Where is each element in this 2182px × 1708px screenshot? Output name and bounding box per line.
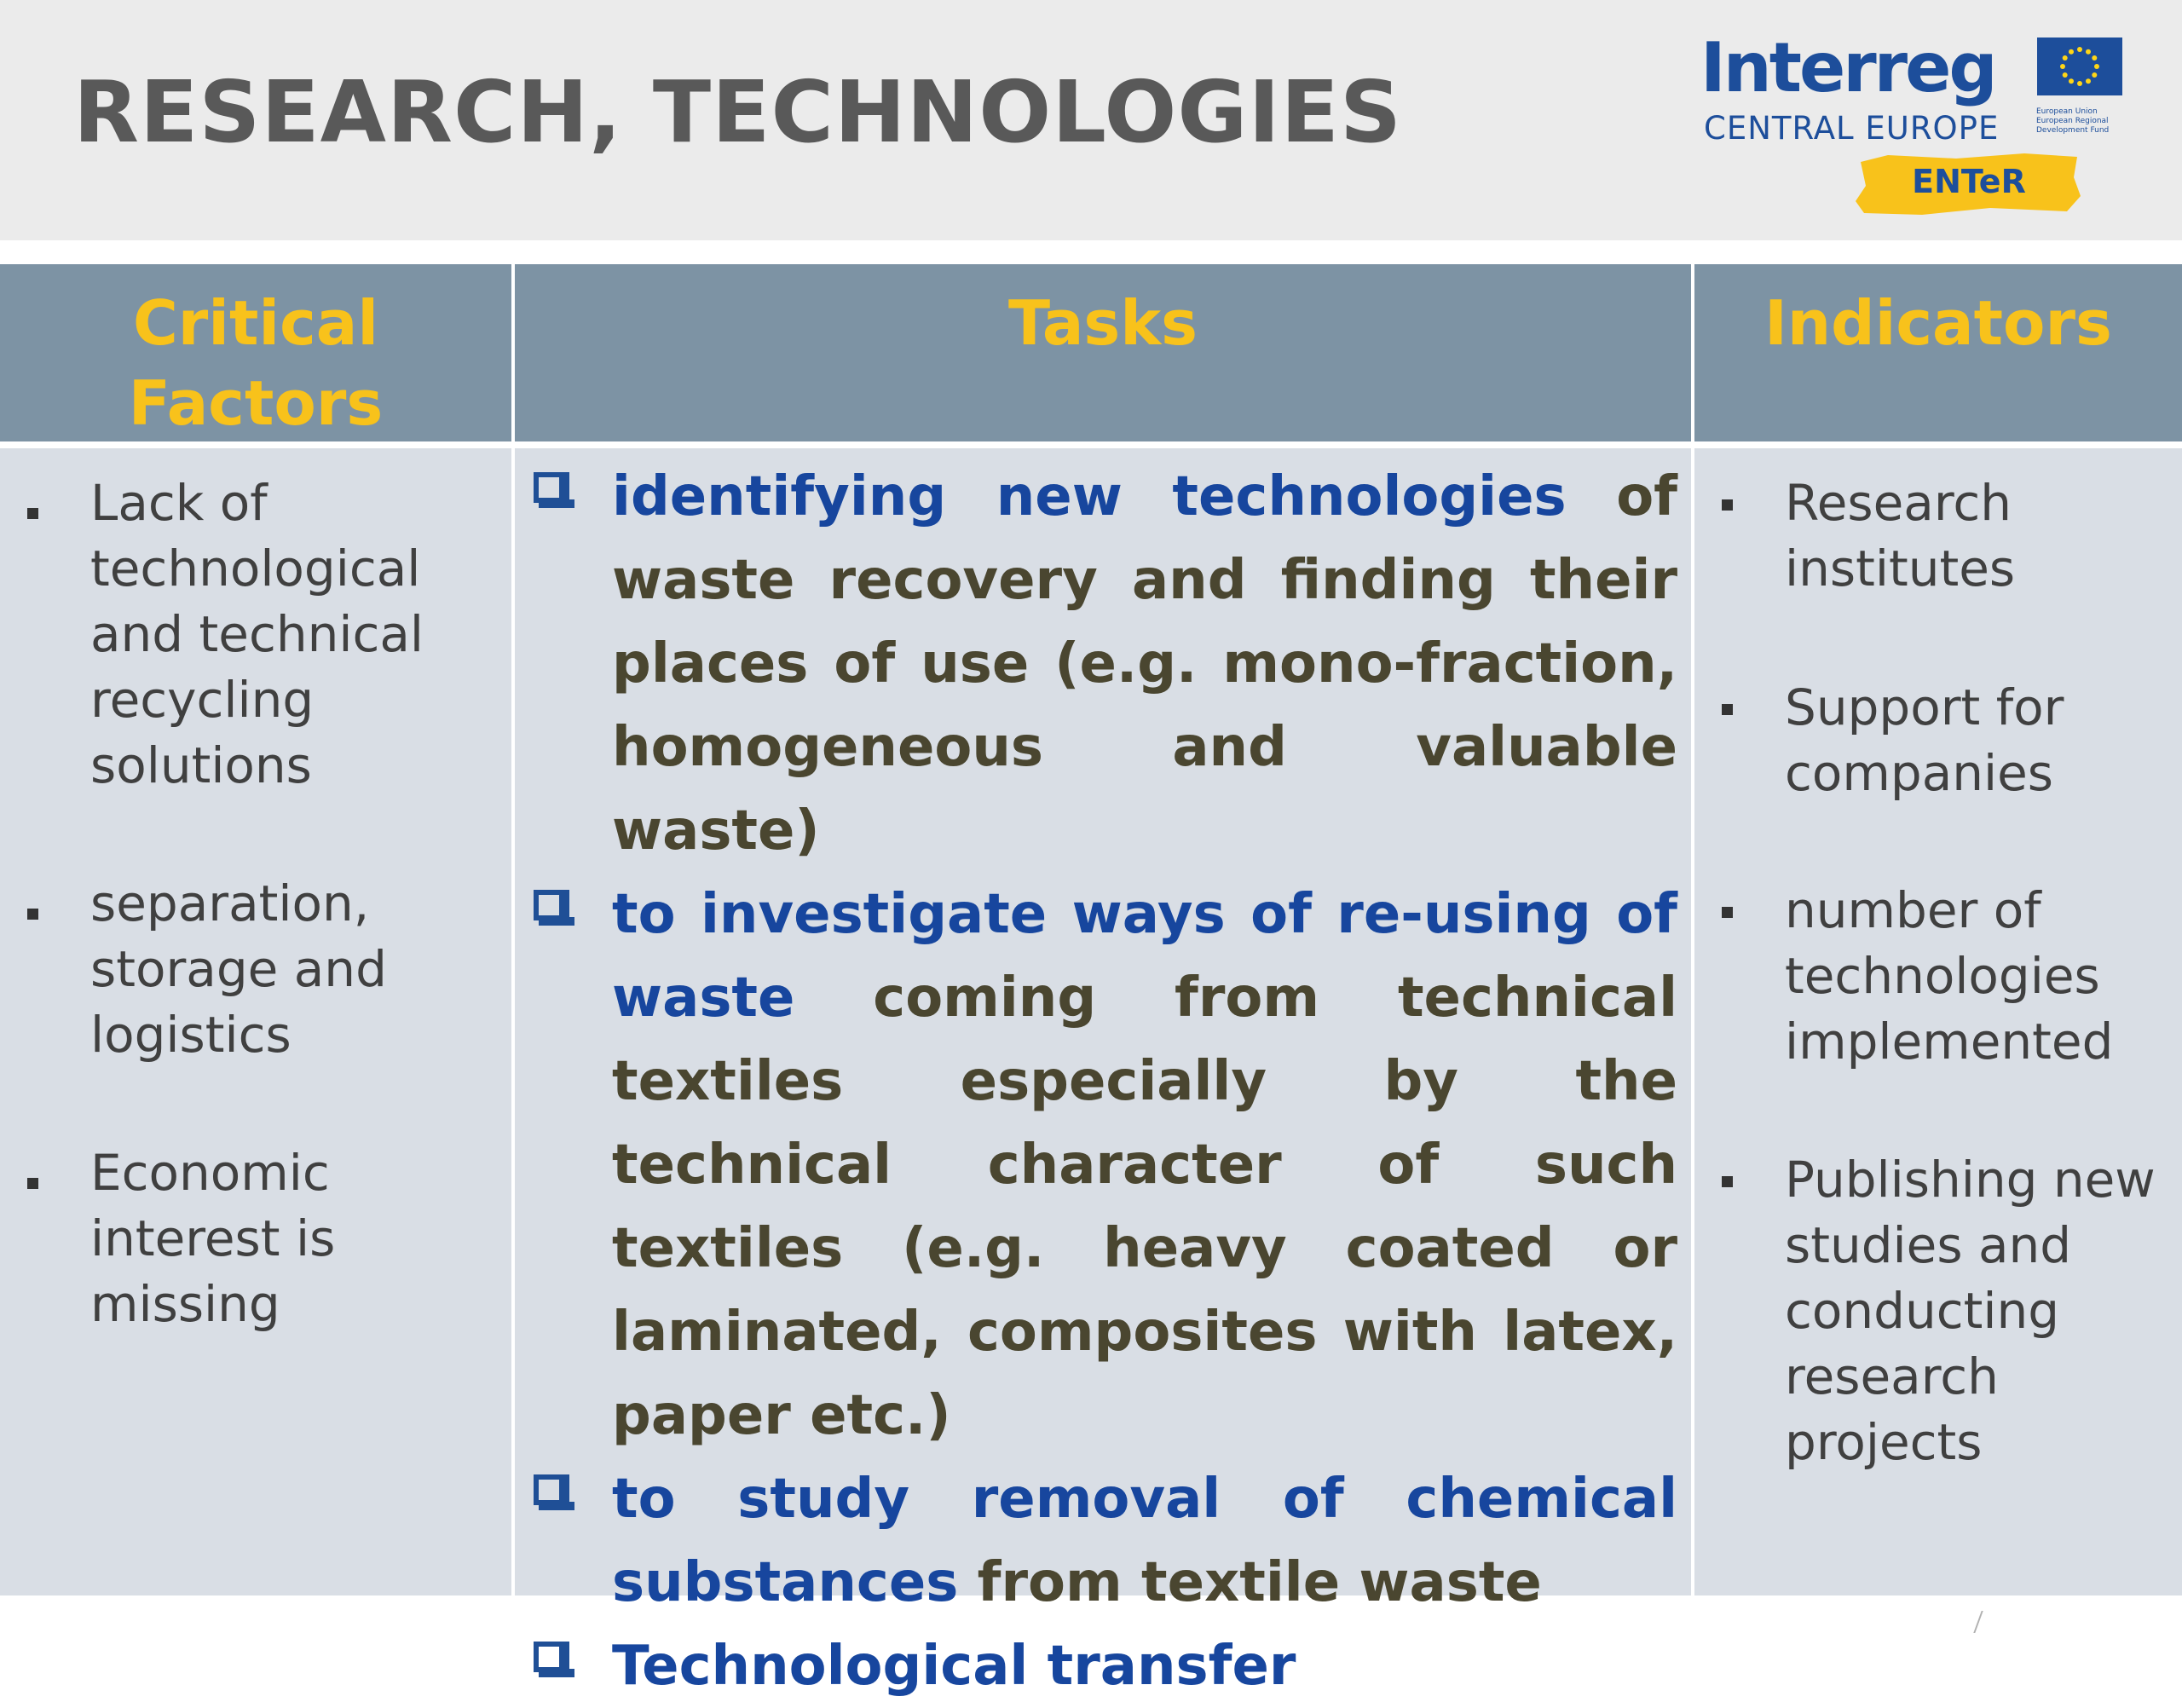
slide-header <box>0 0 2182 240</box>
list-item <box>515 455 1691 873</box>
list-item <box>515 1457 1691 1624</box>
corner-mark-icon <box>1973 1611 1994 1633</box>
indicators-cell <box>1694 448 2182 1595</box>
factor-text: separation, storage and logistics <box>90 874 387 1064</box>
list-item <box>1694 1147 2182 1475</box>
task-text <box>612 1457 1677 1624</box>
factors-table <box>0 264 2182 1698</box>
task-highlight: to investigate ways of re-using of waste <box>612 883 1677 1030</box>
project-name: ENTeR <box>1912 163 2026 200</box>
header-critical-factors <box>0 264 511 441</box>
factor-text: Economic interest is missing <box>90 1144 336 1333</box>
task-highlight: to study removal of chemical substances <box>612 1468 1677 1614</box>
indicator-text: Research institutes <box>1785 474 2016 597</box>
bullet-icon <box>27 508 38 519</box>
task-text <box>612 1624 1677 1708</box>
checkbox-bullet-icon <box>534 890 564 920</box>
logo-wordmark: Interreg <box>1700 28 1995 107</box>
bullet-icon <box>1722 499 1733 511</box>
page-title: RESEARCH, TECHNOLOGIES <box>73 62 1403 162</box>
enter-badge <box>1854 152 2084 218</box>
indicator-text: Publishing new studies and conducting research projects <box>1785 1151 2156 1471</box>
list-item <box>0 470 511 799</box>
tasks-cell <box>515 448 1691 1698</box>
task-detail: coming from technical textiles especially by the technical character of such textiles (e.g. heavy coated or laminated, composites with latex, paper etc.) <box>612 967 1677 1447</box>
list-item <box>515 873 1691 1457</box>
list-item <box>0 1140 511 1337</box>
header-indicators <box>1694 264 2182 441</box>
indicator-text: number of technologies implemented <box>1785 881 2114 1070</box>
checkbox-bullet-icon <box>534 1474 564 1505</box>
interreg-logo <box>1700 28 2131 226</box>
bullet-icon <box>1722 1176 1733 1187</box>
bullet-icon <box>27 1178 38 1189</box>
bullet-icon <box>1722 907 1733 918</box>
task-detail: from textile waste <box>958 1551 1542 1614</box>
header-label: Critical Factors <box>128 287 384 439</box>
task-highlight: Technological transfer <box>612 1635 1296 1698</box>
bullet-icon <box>27 909 38 920</box>
task-detail: of waste recovery and finding their places of use (e.g. mono-fraction, homogeneous and valuable waste) <box>612 465 1677 863</box>
list-item <box>1694 675 2182 806</box>
logo-subtitle: CENTRAL EUROPE <box>1704 110 2000 147</box>
checkbox-bullet-icon <box>534 472 564 503</box>
indicator-text: Support for companies <box>1785 678 2064 802</box>
header-label: Tasks <box>1007 287 1198 359</box>
factor-text: Lack of technological and technical recycling solutions <box>90 474 424 794</box>
eu-stars-icon <box>2037 38 2122 95</box>
eu-fund-text: European Union European Regional Development Fund <box>2036 107 2110 135</box>
list-item <box>0 871 511 1068</box>
bullet-icon <box>1722 704 1733 715</box>
eu-flag-icon <box>2037 38 2122 95</box>
task-text <box>612 455 1677 873</box>
header-tasks <box>515 264 1691 441</box>
critical-factors-cell <box>0 448 511 1595</box>
task-list <box>515 455 1691 1708</box>
list-item <box>1694 470 2182 602</box>
task-text <box>612 873 1677 1457</box>
list-item <box>1694 878 2182 1075</box>
list-item <box>515 1624 1691 1708</box>
checkbox-bullet-icon <box>534 1642 564 1672</box>
header-label: Indicators <box>1764 287 2112 359</box>
table-header-row <box>0 264 2182 445</box>
task-highlight: identifying new technologies <box>612 465 1567 528</box>
